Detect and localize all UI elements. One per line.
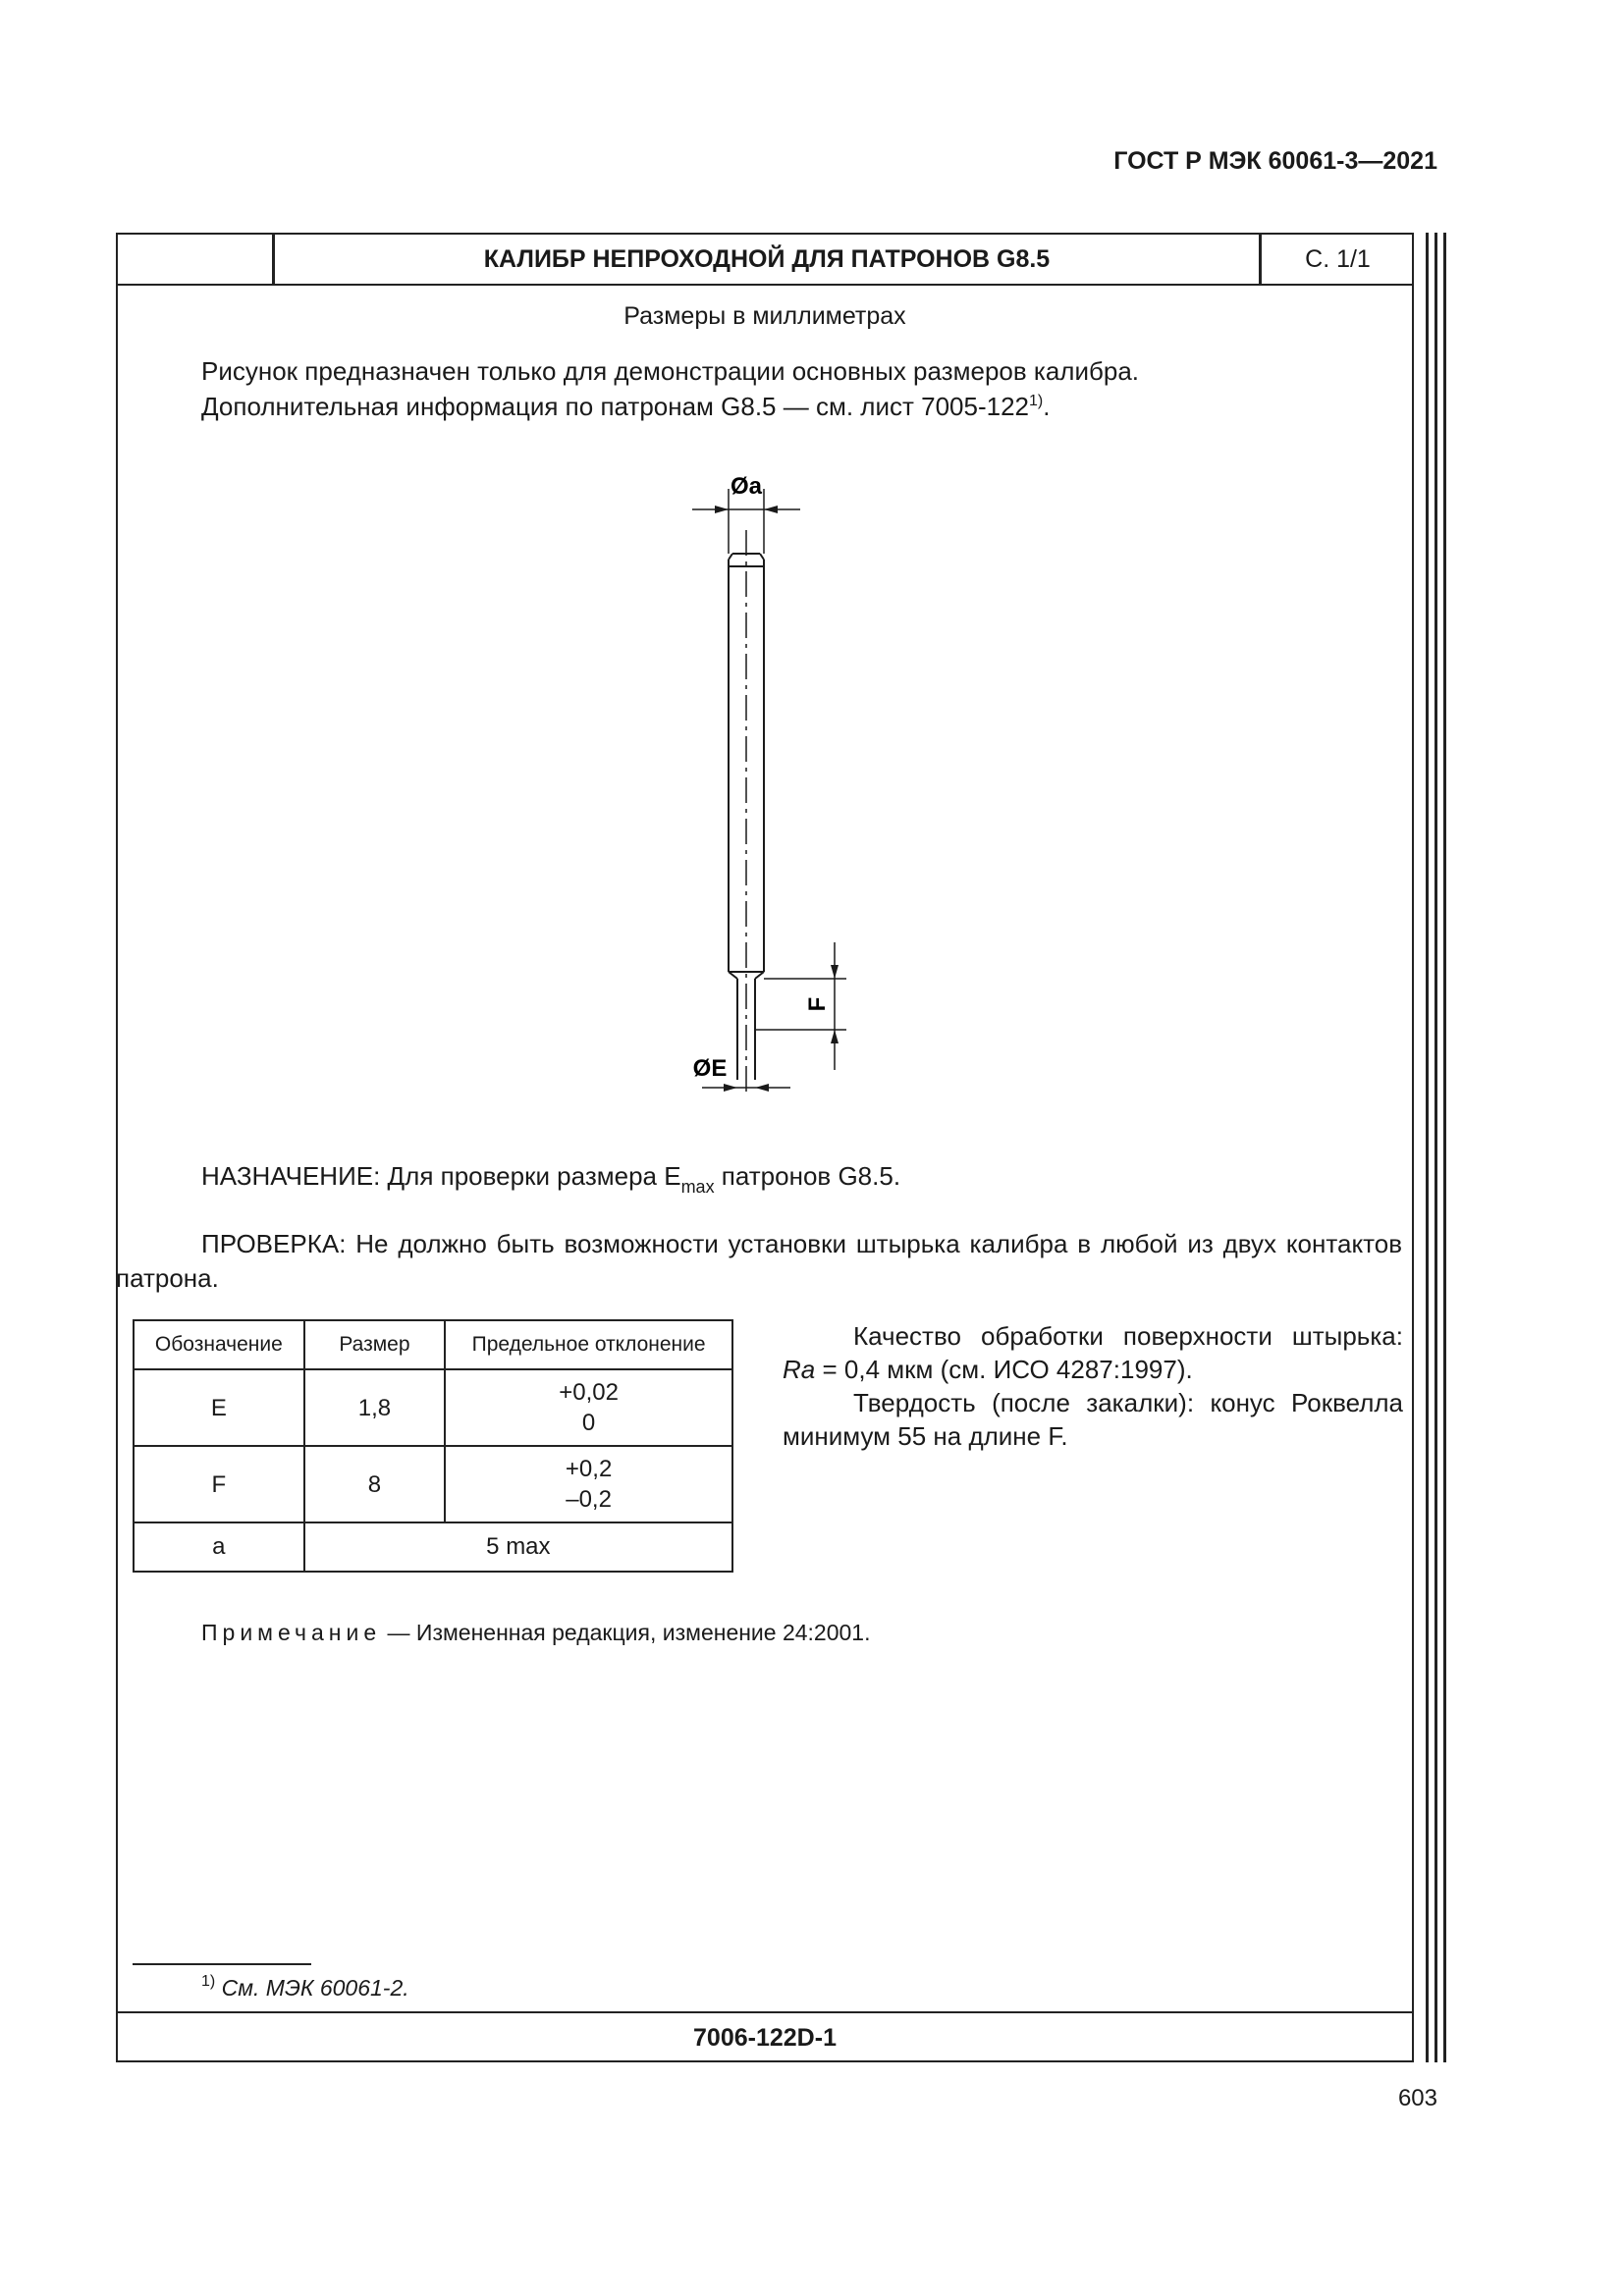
frame-edge-line [1443, 233, 1446, 2062]
note-text: — Измененная редакция, изменение 24:2001. [381, 1620, 871, 1645]
dim-label-F: F [804, 996, 831, 1012]
size-cell: 1,8 [304, 1369, 446, 1446]
intro-line-2 [201, 389, 1380, 424]
tolerance-cell [445, 1446, 732, 1522]
tolerance-upper: +0,02 [559, 1379, 619, 1406]
purpose-text-start: НАЗНАЧЕНИЕ: Для проверки размера E [201, 1161, 681, 1191]
footnote [201, 1975, 409, 2002]
standard-designation: ГОСТ Р МЭК 60061-3—2021 [1113, 147, 1437, 175]
table-row [134, 1369, 732, 1446]
intro-line-2-text: Дополнительная информация по патронам G8.5 — см. лист 7005-122 [201, 392, 1029, 421]
units-note: Размеры в миллиметрах [623, 302, 906, 330]
intro-line-2-end: . [1043, 392, 1051, 421]
sheet-title: КАЛИБР НЕПРОХОДНОЙ ДЛЯ ПАТРОНОВ G8.5 [483, 245, 1051, 273]
gauge-pin-shoulder [755, 972, 764, 979]
surface-quality-text [783, 1319, 1403, 1386]
roughness-value: = 0,4 мкм (см. ИСО 4287:1997). [815, 1355, 1193, 1384]
purpose-subscript: max [680, 1177, 715, 1197]
surface-requirements [783, 1319, 1403, 1453]
dim-a-arrow-left [715, 506, 729, 513]
footnote-divider [133, 1963, 311, 1965]
tolerance-lower: 0 [581, 1410, 596, 1436]
dim-label-a: Øa [730, 473, 763, 500]
footnote-ref: 1) [1029, 393, 1044, 409]
footnote-text: См. МЭК 60061-2. [215, 1975, 409, 2001]
page-number: 603 [1397, 2085, 1437, 2111]
footnote-mark: 1) [201, 1973, 216, 1990]
symbol-cell: a [134, 1522, 304, 1572]
tolerance-cell [445, 1369, 732, 1446]
note-label: Примечание [201, 1620, 382, 1645]
dim-E-arrow-left [724, 1084, 737, 1092]
table-header-cell: Предельное отклонение [445, 1320, 732, 1369]
intro-text [201, 353, 1380, 424]
symbol-cell: F [134, 1446, 304, 1522]
intro-line-1: Рисунок предназначен только для демонстрации основных размеров калибра. [201, 356, 1140, 386]
frame-edge-line [1426, 233, 1429, 2062]
purpose-text-end: патронов G8.5. [714, 1161, 901, 1191]
dimensions-table [133, 1319, 733, 1573]
gauge-top-chamfer [729, 554, 732, 560]
size-cell: 8 [304, 1446, 446, 1522]
dim-F-arrow-bottom [831, 1030, 839, 1043]
tolerance-upper: +0,2 [565, 1456, 613, 1482]
note [201, 1620, 871, 1646]
sheet-footer-code: 7006-122D-1 [116, 2011, 1414, 2062]
dim-E-arrow-right [755, 1084, 769, 1092]
symbol-cell: E [134, 1369, 304, 1446]
table-header-cell: Размер [304, 1320, 446, 1369]
dim-label-E: ØE [692, 1055, 728, 1082]
dim-F-arrow-top [831, 965, 839, 979]
table-header-row [134, 1320, 732, 1369]
table-row [134, 1446, 732, 1522]
purpose-text [201, 1161, 1399, 1197]
sheet-page: С. 1/1 [1305, 245, 1371, 273]
tolerance-lower: –0,2 [566, 1486, 612, 1513]
roughness-symbol: Ra [783, 1355, 816, 1384]
gauge-drawing [677, 461, 854, 1109]
table-header-cell: Обозначение [134, 1320, 304, 1369]
gauge-pin-shoulder [729, 972, 737, 979]
surface-quality-line: Качество обработки поверхности штырька: [853, 1321, 1403, 1351]
frame-edge-line [1435, 233, 1437, 2062]
check-text: ПРОВЕРКА: Не должно быть возможности установки штырька калибра в любой из двух контактов патрона. [116, 1229, 1402, 1293]
size-cell: 5 max [304, 1522, 732, 1572]
dim-a-arrow-right [764, 506, 778, 513]
table-row [134, 1522, 732, 1572]
hardness-text: Твердость (после закалки): конус Роквелла минимум 55 на длине F. [783, 1388, 1403, 1451]
gauge-top-chamfer [760, 554, 764, 560]
